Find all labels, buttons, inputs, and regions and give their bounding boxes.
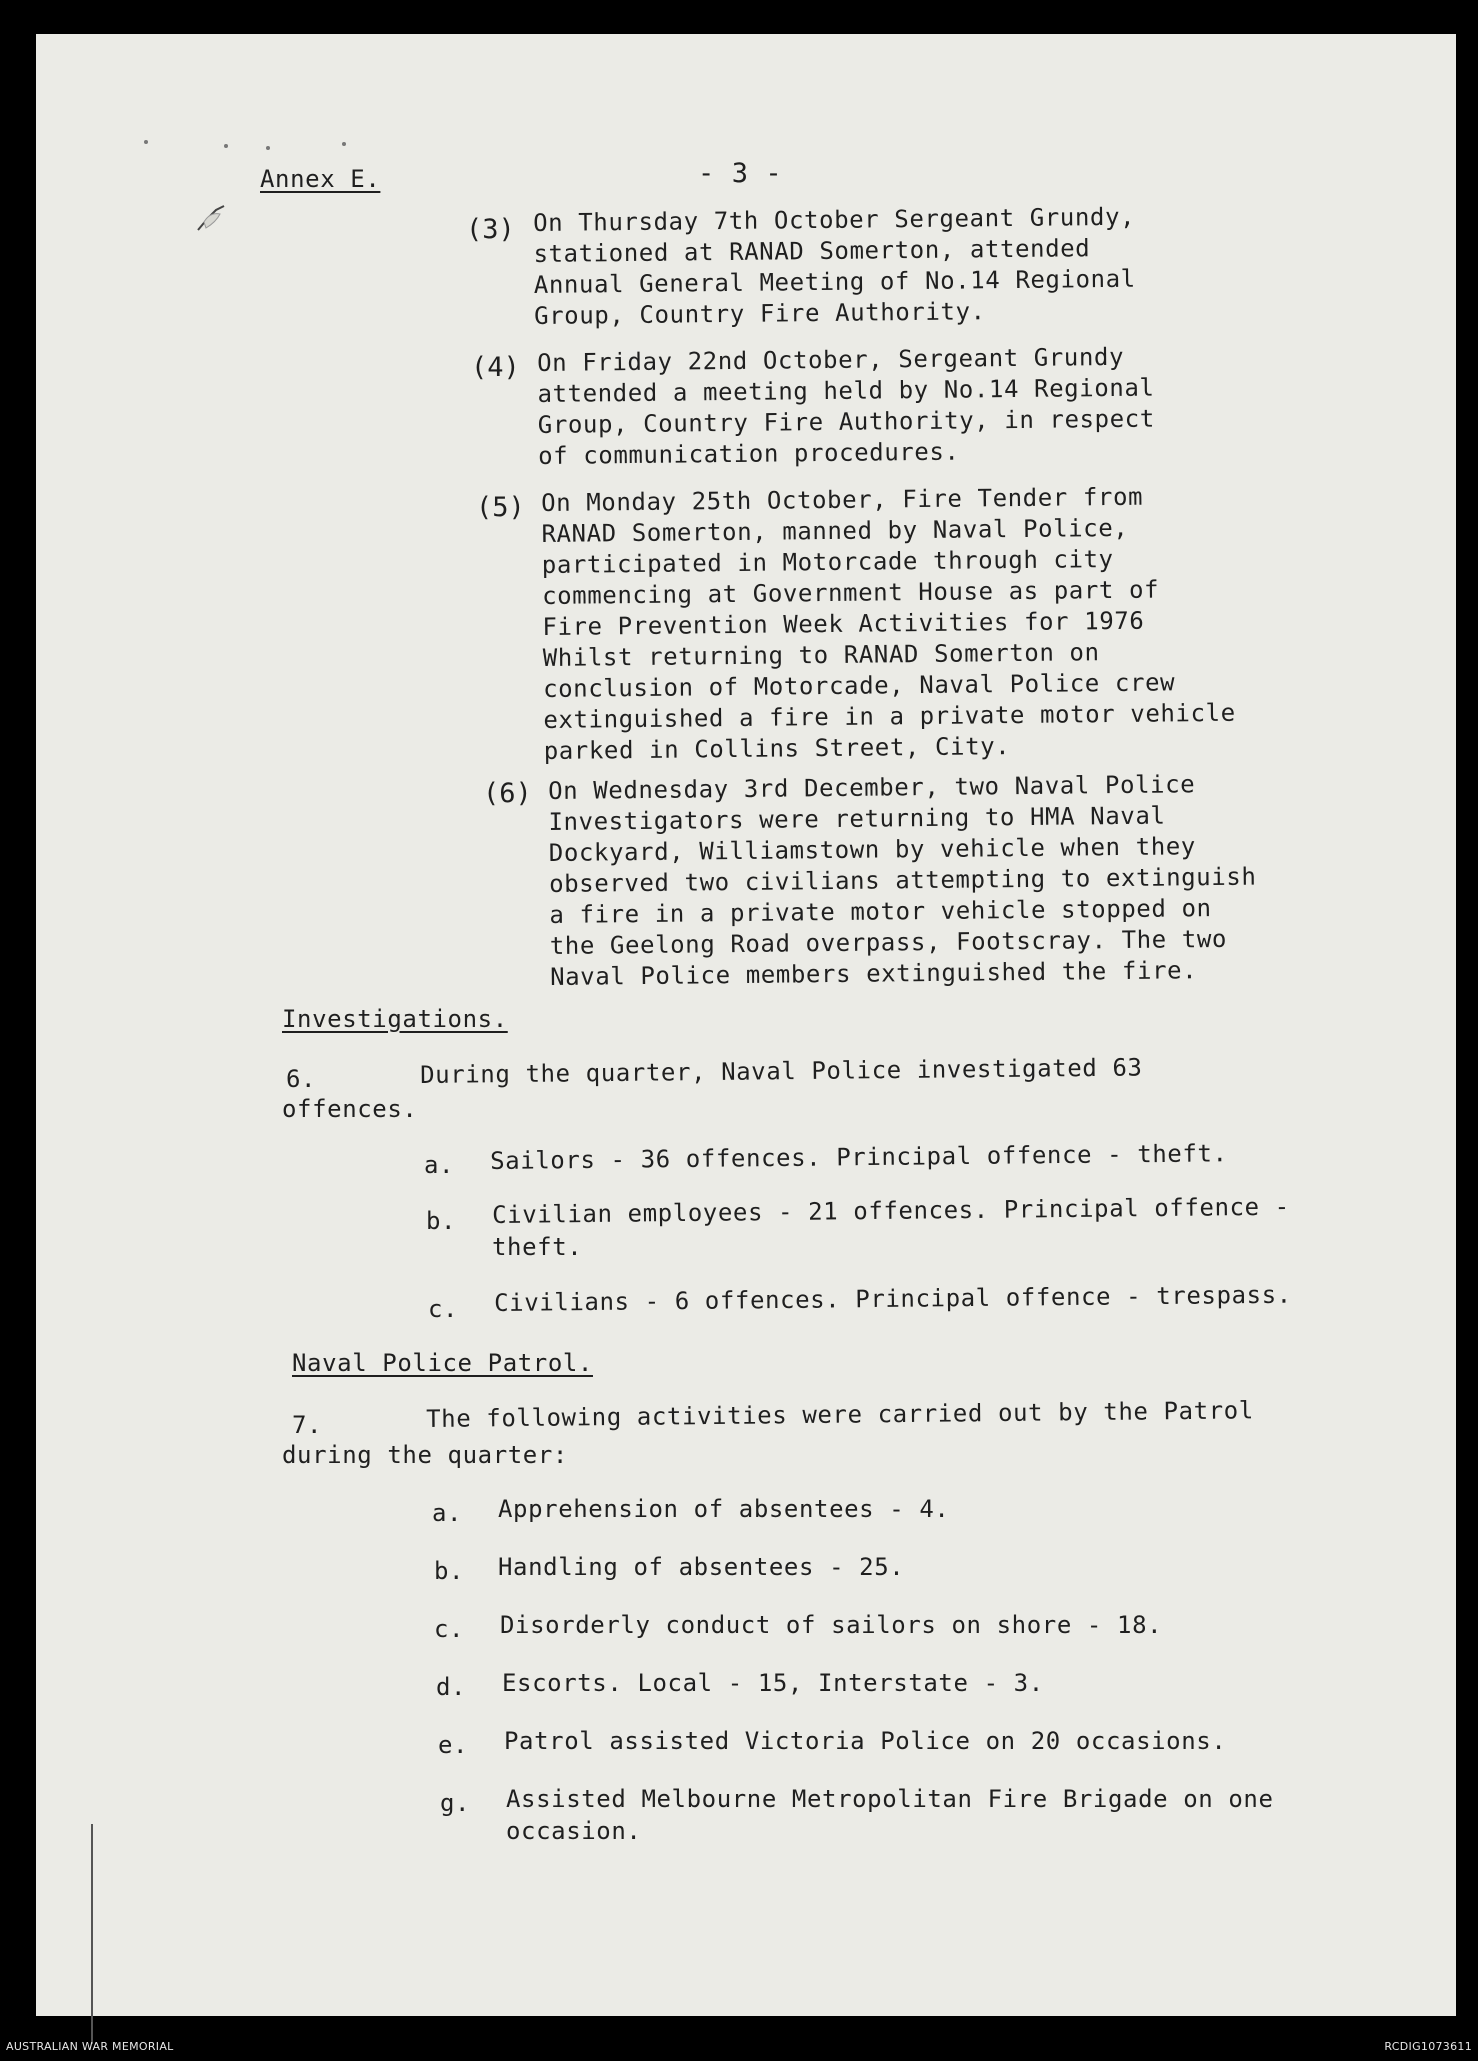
subitem-letter: b. bbox=[426, 1207, 457, 1235]
subitem-text: Sailors - 36 offences. Principal offence - theft. bbox=[490, 1139, 1228, 1175]
item-line: Group, Country Fire Authority. bbox=[533, 297, 986, 330]
item-line: participated in Motorcade through city bbox=[541, 545, 1114, 579]
item-line: attended a meeting held by No.14 Regional bbox=[537, 373, 1155, 408]
subitem-letter: b. bbox=[434, 1557, 465, 1585]
paragraph-text: The following activities were carried out by the Patrol bbox=[426, 1396, 1254, 1433]
item-line: On Thursday 7th October Sergeant Grundy, bbox=[533, 202, 1136, 237]
subitem-text: Handling of absentees - 25. bbox=[498, 1553, 905, 1581]
item-label: (5) bbox=[476, 492, 525, 523]
staple-hole-mark bbox=[194, 200, 230, 236]
subitem-letter: c. bbox=[428, 1295, 459, 1323]
section-heading: Naval Police Patrol. bbox=[292, 1349, 593, 1377]
subitem-text: Apprehension of absentees - 4. bbox=[498, 1495, 950, 1523]
footer-credit: AUSTRALIAN WAR MEMORIAL bbox=[6, 2040, 174, 2053]
item-line: On Friday 22nd October, Sergeant Grundy bbox=[537, 342, 1125, 377]
annex-label: Annex E. bbox=[260, 165, 381, 193]
section-heading: Investigations. bbox=[282, 1005, 508, 1033]
item-line: the Geelong Road overpass, Footscray. The two bbox=[549, 924, 1228, 960]
item-paragraph bbox=[541, 481, 1236, 767]
subitem-text: Civilian employees - 21 offences. Principal offence - bbox=[492, 1192, 1290, 1229]
item-line: extinguished a fire in a private motor vehicle bbox=[543, 698, 1236, 734]
subitem-text: Assisted Melbourne Metropolitan Fire Brigade on one bbox=[506, 1785, 1274, 1813]
item-line: RANAD Somerton, manned by Naval Police, bbox=[541, 513, 1129, 548]
subitem-letter: c. bbox=[434, 1615, 465, 1643]
paper-speck bbox=[342, 142, 346, 146]
item-paragraph bbox=[537, 342, 1155, 472]
paper-speck bbox=[144, 140, 148, 144]
item-line: parked in Collins Street, City. bbox=[543, 732, 1011, 765]
paragraph-text: During the quarter, Naval Police investigated 63 bbox=[420, 1053, 1143, 1089]
subitem-text: Escorts. Local - 15, Interstate - 3. bbox=[502, 1669, 1044, 1697]
item-line: Annual General Meeting of No.14 Regional bbox=[533, 264, 1136, 299]
subitem-text: occasion. bbox=[506, 1817, 642, 1845]
item-paragraph bbox=[533, 202, 1136, 332]
subitem-letter: a. bbox=[424, 1151, 455, 1179]
item-line: On Monday 25th October, Fire Tender from bbox=[541, 482, 1144, 517]
subitem-letter: d. bbox=[436, 1673, 467, 1701]
subitem-text: Disorderly conduct of sailors on shore - 18. bbox=[500, 1611, 1163, 1639]
item-line: Investigators were returning to HMA Naval bbox=[548, 801, 1166, 836]
left-edge-mark bbox=[91, 1824, 93, 2044]
subitem-text: Civilians - 6 offences. Principal offence - trespass. bbox=[494, 1280, 1292, 1317]
item-line: Naval Police members extinguished the fire. bbox=[549, 956, 1198, 991]
item-line: stationed at RANAD Somerton, attended bbox=[533, 234, 1091, 268]
item-line: a fire in a private motor vehicle stopped on bbox=[549, 894, 1212, 929]
item-line: Whilst returning to RANAD Somerton on bbox=[542, 638, 1100, 672]
item-line: of communication procedures. bbox=[537, 437, 960, 470]
item-line: Dockyard, Williamstown by vehicle when they bbox=[548, 832, 1197, 867]
paragraph-number: 7. bbox=[292, 1411, 323, 1439]
subitem-text: Patrol assisted Victoria Police on 20 occasions. bbox=[504, 1727, 1227, 1755]
document-page bbox=[36, 34, 1456, 2016]
paragraph-text: offences. bbox=[282, 1095, 418, 1123]
page-number: - 3 - bbox=[698, 158, 783, 189]
item-label: (6) bbox=[483, 778, 532, 809]
item-line: Group, Country Fire Authority, in respect bbox=[537, 404, 1155, 439]
item-line: On Wednesday 3rd December, two Naval Police bbox=[548, 770, 1196, 805]
subitem-letter: e. bbox=[438, 1731, 469, 1759]
item-line: Fire Prevention Week Activities for 1976 bbox=[542, 606, 1145, 641]
footer-id: RCDIG1073611 bbox=[1384, 2040, 1472, 2053]
item-line: conclusion of Motorcade, Naval Police crew bbox=[542, 668, 1176, 703]
item-label: (3) bbox=[466, 214, 515, 245]
paper-speck bbox=[224, 144, 228, 148]
paragraph-text: during the quarter: bbox=[282, 1441, 568, 1469]
subitem-letter: g. bbox=[440, 1789, 471, 1817]
item-label: (4) bbox=[471, 352, 520, 383]
paper-speck bbox=[266, 146, 270, 150]
subitem-letter: a. bbox=[432, 1499, 463, 1527]
item-paragraph bbox=[548, 769, 1258, 993]
paragraph-number: 6. bbox=[286, 1065, 317, 1093]
subitem-text: theft. bbox=[492, 1233, 583, 1261]
item-line: observed two civilians attempting to extinguish bbox=[548, 862, 1257, 898]
item-line: commencing at Government House as part of bbox=[541, 575, 1160, 610]
